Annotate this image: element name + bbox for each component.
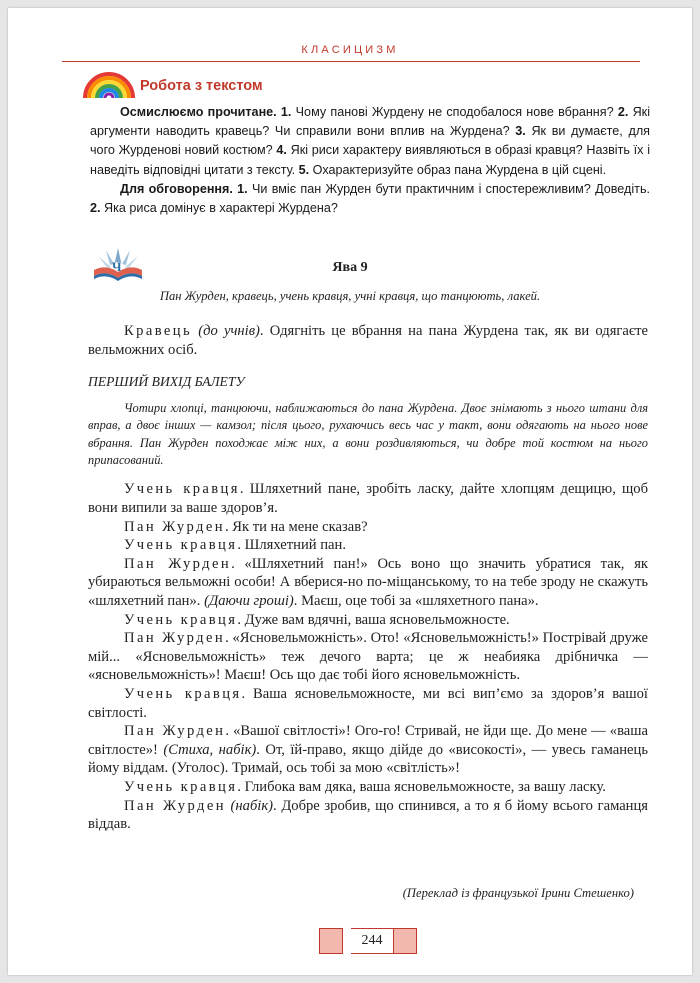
stage-remark: (до учнів) — [192, 323, 260, 339]
speech-jourdain-2 — [88, 555, 648, 611]
translation-credit: (Переклад із французької Ірини Стешенко) — [402, 886, 634, 900]
speech-text: . Як ти на мене сказав? — [224, 518, 368, 535]
scene-cast: Пан Журден, кравець, учень кравця, учні кравця, що танцюють, лакей. — [159, 289, 541, 303]
speech-text: . Одягніть це вбрання на пана Журдена так, як ви одягаєте вельможних осіб. — [88, 323, 648, 358]
page-number: 244 — [351, 928, 393, 954]
scene-title: Ява 9 — [332, 260, 368, 275]
question-run: 2. — [617, 105, 629, 119]
question-run: Чому панові Журдену не сподобалося нове вбрання? — [291, 105, 618, 119]
question-run: 4. — [276, 143, 287, 158]
speaker-name: Пан Журден — [124, 723, 226, 740]
speaker-name: Учень кравця — [124, 611, 238, 628]
speech-tailor — [88, 322, 648, 359]
speech-apprentice-5 — [88, 778, 648, 797]
book-icon-letter: Ч — [112, 259, 122, 274]
question-run: Як ви думаєте, для чого Журденові новий костюм? — [90, 124, 650, 158]
speaker-name: Пан Журден — [124, 797, 226, 814]
question-run: Яка риса домінує в характері Журдена? — [100, 201, 338, 216]
speech-text: . «Вашої світлості»! Ого-го! Стривай, не йди ще. До мене — «ваша світлосте»! — [88, 723, 648, 758]
speaker-name: Пан Журден — [124, 630, 226, 647]
question-run: Охарактеризуйте образ пана Журдена в цій сцені. — [309, 162, 607, 177]
header-rule — [62, 61, 640, 62]
speech-text: . «Ясновельможність». Ото! «Ясновельможність!» Пострівай друже мій... «Ясновельможність» теж дечого варта; це ж неабияка дрібничка — «ясновельможність»! Маєш! Ось що дає тобі його ясновельможність. — [88, 630, 649, 684]
speaker-name: Учень кравця — [124, 685, 242, 702]
speech-text: . Ваша ясновельможносте, ми всі вип’ємо за здоров’я вашої світлості. — [88, 685, 648, 721]
speech-text: . Маєш, оце тобі за «шляхетного пана». — [293, 592, 539, 609]
question-run: 2. — [90, 201, 101, 216]
speech-text: . Глибока вам дяка, ваша ясновельможносте, за вашу ласку. — [237, 778, 606, 795]
question-run: Осмислюємо прочитане. 1. — [120, 105, 292, 119]
speech-text: . Дуже вам вдячні, ваша ясновельможносте. — [237, 611, 510, 628]
stage-direction: Чотири хлопці, танцюючи, наближаються до пана Журдена. Двоє знімають з нього штани для вправ, а двоє інших — камзол; після цього, рухаючись весь час у такт, вони одягають на нього нове вбрання. Пан Журден походжає між них, а вони роздивляються, чи добре той костюм на нього припасований. — [88, 400, 648, 467]
questions-block — [90, 103, 650, 218]
question-run: Які риси характеру виявляються в образі кравця? Назвіть їх і наведіть відповідні цитати з тексту. — [90, 143, 650, 177]
textbook-page — [8, 8, 692, 975]
page-number-box-right — [393, 928, 417, 954]
question-run: 3. — [515, 124, 526, 139]
stage-remark: (Стиха, набік) — [163, 741, 257, 758]
speech-text: . От, їй-право, якщо дійде до «високості», — увесь гаманець йому віддам. (Уголос). Тримай, ось тобі за мою «світлість»! — [88, 741, 648, 777]
speaker-name: Кравець — [124, 323, 193, 339]
questions-paragraph-discussion — [90, 180, 650, 218]
speech-apprentice-1 — [88, 480, 648, 517]
speech-jourdain-4 — [88, 722, 648, 778]
speaker-name: Пан Журден — [124, 555, 232, 572]
speaker-name: Учень кравця — [124, 778, 238, 795]
speech-jourdain-1 — [88, 518, 648, 537]
speech-text: . Шляхетний пан. — [237, 537, 346, 554]
rainbow-icon — [82, 68, 136, 98]
speech-apprentice-3 — [88, 611, 648, 630]
stage-remark: (Даючи гроші) — [204, 592, 294, 609]
speech-text: . «Шляхетний пан!» Ось воно що значить убратися так, як убираються вельможні особи! А вберися-но по-міщанському, то на тебе зроду не скажуть «шляхетний пан». — [88, 555, 649, 609]
running-header: КЛАСИЦИЗМ — [301, 44, 399, 56]
ballet-heading: ПЕРШИЙ ВИХІД БАЛЕТУ — [88, 374, 245, 390]
questions-paragraph-comprehension — [90, 103, 650, 180]
question-run: 5. — [298, 162, 310, 177]
stage-remark: (набік) — [225, 797, 274, 814]
speaker-name: Пан Журден — [124, 518, 225, 535]
speaker-name: Учень кравця — [124, 481, 240, 498]
speech-apprentice-4 — [88, 685, 648, 722]
question-run: Які аргументи наводить кравець? Чи справили вони вплив на Журдена? — [90, 105, 650, 139]
page-number-box-left — [319, 928, 343, 954]
speech-text: . Добре зробив, що спинився, а то я б йому всього гаманця віддав. — [88, 797, 649, 833]
question-run: Для обговорення. 1. — [120, 181, 248, 196]
speech-jourdain-3 — [88, 629, 648, 685]
speech-text: . Шляхетний пане, зробіть ласку, дайте хлопцям дещицю, щоб вони випили за ваше здоров’я. — [88, 481, 648, 516]
play-text — [88, 322, 648, 834]
section-title: Робота з текстом — [140, 78, 263, 94]
speaker-name: Учень кравця — [124, 537, 238, 554]
question-run: Чи вміє пан Журден бути практичним і спостережливим? Доведіть. — [247, 181, 650, 196]
speech-jourdain-5 — [88, 797, 648, 834]
speech-apprentice-2 — [88, 536, 648, 555]
